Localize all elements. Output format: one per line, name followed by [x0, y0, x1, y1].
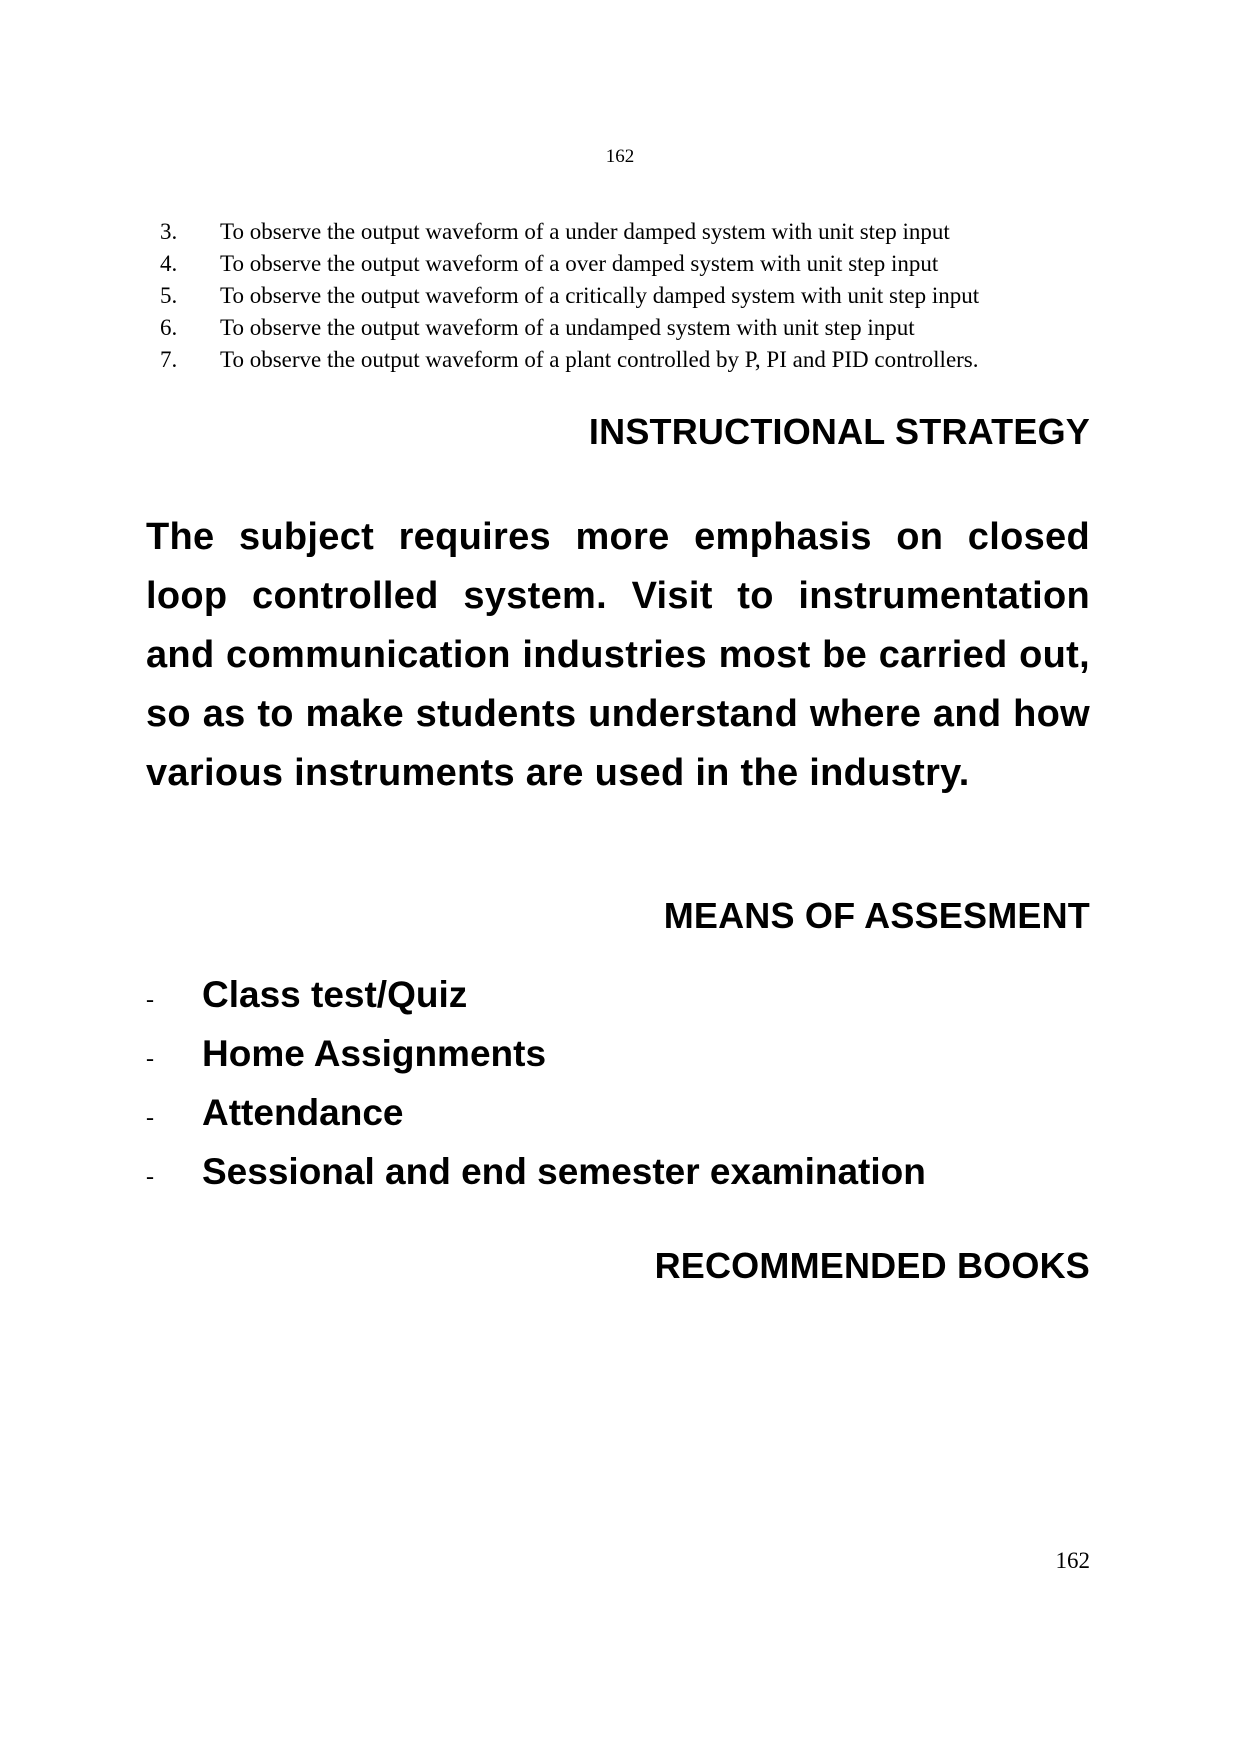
list-item-number: 6. — [160, 315, 178, 340]
list-item-text: Home Assignments — [202, 1033, 547, 1074]
page-number-top: 162 — [605, 146, 635, 167]
list-bullet: - — [146, 1164, 154, 1190]
list-item — [146, 1033, 1090, 1092]
list-item — [160, 248, 1090, 280]
list-item-text: Attendance — [202, 1092, 404, 1133]
experiment-list — [160, 216, 1090, 376]
list-item-number: 7. — [160, 347, 178, 372]
list-item — [160, 312, 1090, 344]
list-item — [160, 216, 1090, 248]
list-item — [146, 1092, 1090, 1151]
list-item-text: Class test/Quiz — [202, 974, 468, 1015]
list-bullet: - — [146, 1105, 154, 1131]
list-item-number: 5. — [160, 283, 178, 308]
list-item-text: To observe the output waveform of a over damped system with unit step input — [220, 251, 939, 276]
list-item-text: Sessional and end semester examination — [202, 1151, 926, 1192]
list-item — [160, 344, 1090, 376]
list-item-text: To observe the output waveform of a plant controlled by P, PI and PID controllers. — [220, 347, 979, 372]
list-bullet: - — [146, 987, 154, 1013]
list-item-number: 4. — [160, 251, 178, 276]
instructional-strategy-heading: INSTRUCTIONAL STRATEGY — [588, 411, 1090, 452]
page-number-bottom: 162 — [1055, 1548, 1090, 1573]
list-item — [146, 1151, 1090, 1210]
list-item — [146, 974, 1090, 1033]
recommended-books-heading: RECOMMENDED BOOKS — [654, 1245, 1090, 1286]
means-of-assessment-heading: MEANS OF ASSESMENT — [663, 895, 1090, 936]
list-item-text: To observe the output waveform of a critically damped system with unit step input — [220, 283, 980, 308]
list-bullet: - — [146, 1046, 154, 1072]
list-item-text: To observe the output waveform of a under damped system with unit step input — [220, 219, 950, 244]
assessment-list — [146, 974, 1090, 1210]
list-item-text: To observe the output waveform of a undamped system with unit step input — [220, 315, 915, 340]
list-item — [160, 280, 1090, 312]
instructional-strategy-text: The subject requires more emphasis on closed loop controlled system. Visit to instrumentation and communication industries most be carried out, so as to make students understand where and how various instruments are used in the industry. — [146, 516, 1090, 794]
list-item-number: 3. — [160, 219, 178, 244]
